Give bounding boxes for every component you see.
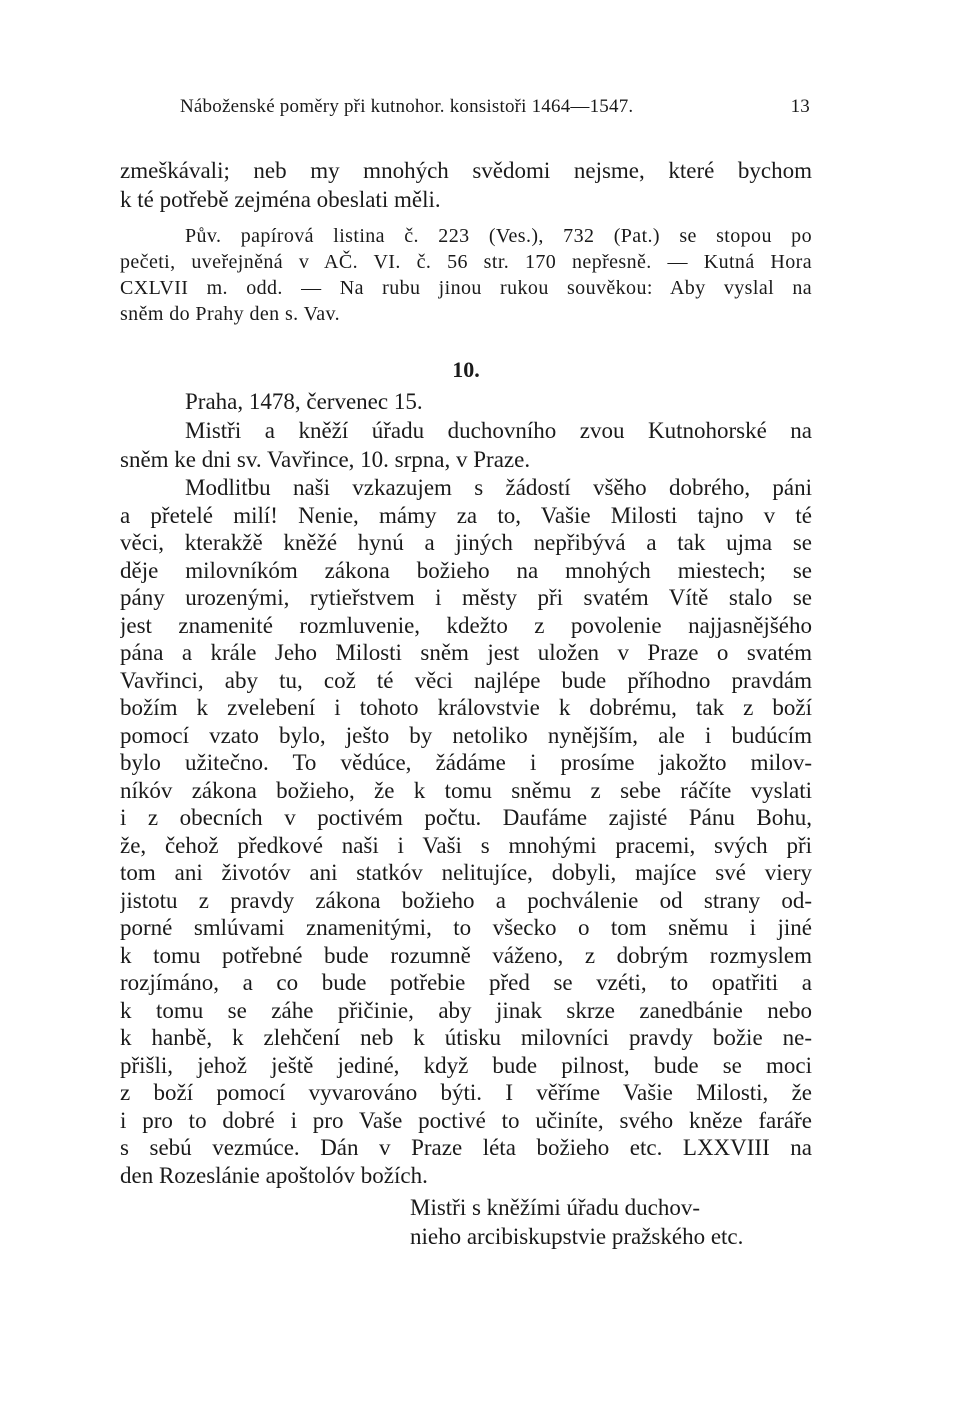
- signature-line: Mistři s kněžími úřadu duchov-: [410, 1195, 701, 1220]
- note-line: CXLVII m. odd. — Na rubu jinou rukou souvěkou: Aby vyslal na: [120, 277, 812, 299]
- note-line: sněm do Prahy den s. Vav.: [120, 303, 340, 325]
- body-line: pána a krále Jeho Milosti sněm jest uložen v Praze o svatém: [120, 640, 812, 665]
- body-line: Modlitbu naši vzkazujem s žádostí všěho dobrého, páni: [185, 475, 812, 500]
- note-line: pečeti, uveřejněná v AČ. VI. č. 56 str. 170 nepřesně. — Kutná Hora: [120, 251, 812, 273]
- body-line: i pro to dobré i pro Vaše poctivé to učiníte, svého kněze faráře: [120, 1107, 812, 1133]
- body-line: k hanbě, k zlehčení neb k útisku milovníci pravdy božie ne-: [120, 1025, 812, 1050]
- body-line: a přetelé milí! Nenie, mámy za to, Vašie Milosti tajno v té: [120, 502, 812, 528]
- body-line: k tomu se záhe přičinie, aby jinak skrze zanedbánie nebo: [120, 997, 812, 1023]
- document-body: [120, 474, 812, 1189]
- summary-line: Mistři a kněží úřadu duchovního zvou Kutnohorské na: [185, 418, 812, 443]
- signature-line: nieho arcibiskupstvie pražského etc.: [410, 1224, 744, 1249]
- body-line: den Rozeslánie apoštolóv božích.: [120, 1162, 428, 1188]
- body-line: děje milovníkóm zákona božieho na mnohých miestech; se: [120, 557, 812, 583]
- source-notes: [120, 223, 812, 327]
- body-line: i z obecních v poctivém počtu. Daufáme zajisté Pánu Bohu,: [120, 805, 812, 830]
- continued-text: [120, 156, 812, 214]
- body-line: níkóv zákona božieho, že k tomu sněmu z sebe ráčíte vyslati: [120, 777, 812, 803]
- body-line: přišli, jehož ještě jediné, když bude pilnost, bude se moci: [120, 1052, 812, 1078]
- body-line: s sebú vezmúce. Dán v Praze léta božieho etc. LXXVIII na: [120, 1135, 812, 1160]
- body-line: jest znamenité rozmluvenie, kdežto z povolenie najjasnějšého: [120, 612, 812, 638]
- document-summary: [120, 416, 812, 474]
- body-line: tom ani životóv ani statkóv nelitujíce, dobyli, majíce své viery: [120, 860, 812, 885]
- summary-line: sněm ke dni sv. Vavřince, 10. srpna, v Praze.: [120, 447, 531, 472]
- body-line: porné smlúvami znamenitými, to všecko o tom sněmu i jiné: [120, 915, 812, 940]
- document-page: [120, 96, 812, 1251]
- running-head-title: Náboženské poměry při kutnohor. konsistoři 1464—1547.: [180, 96, 634, 117]
- body-line: že, čehož předkové naši i Vaši s mnohými pracemi, svých při: [120, 832, 812, 858]
- page-number: 13: [790, 96, 810, 117]
- document-date: Praha, 1478, červenec 15.: [185, 389, 423, 414]
- body-line: pomocí vzato bylo, ješto by netoliko nynějším, ale i budúcím: [120, 722, 812, 748]
- body-line: pány urozenými, rytieřstvem i městy při svatém Vítě stalo se: [120, 585, 812, 610]
- signature: [410, 1193, 812, 1251]
- body-line: bylo užitečno. To vědúce, žádáme i prosíme jakožto milov-: [120, 750, 812, 775]
- body-line: rozjímáno, a co bude potřebie před se vzéti, to opatřiti a: [120, 970, 812, 995]
- document-number: 10.: [452, 357, 480, 382]
- body-line: z boží pomocí vyvarováno býti. I věříme Vašie Milosti, že: [120, 1080, 812, 1105]
- body-line: božím k zvelebení i tohoto královstvie k dobrému, tak z boží: [120, 695, 812, 720]
- body-line: Vavřinci, aby tu, což té věci najlépe bude příhodno pravdám: [120, 667, 812, 693]
- running-head: [180, 96, 810, 126]
- body-line: věci, kterakžě kněžé hynú a jiných nepřibývá a tak ujma se: [120, 530, 812, 555]
- body-line: jistotu z pravdy zákona božieho a pochválenie od strany od-: [120, 887, 812, 913]
- text-line: zmeškávali; neb my mnohých svědomi nejsme, které bychom: [120, 158, 812, 183]
- note-line: Pův. papírová listina č. 223 (Ves.), 732 (Pat.) se stopou po: [185, 225, 812, 247]
- text-line: k té potřebě zejména obeslati měli.: [120, 187, 441, 212]
- body-line: k tomu potřebné bude rozumně váženo, z dobrým rozmyslem: [120, 942, 812, 968]
